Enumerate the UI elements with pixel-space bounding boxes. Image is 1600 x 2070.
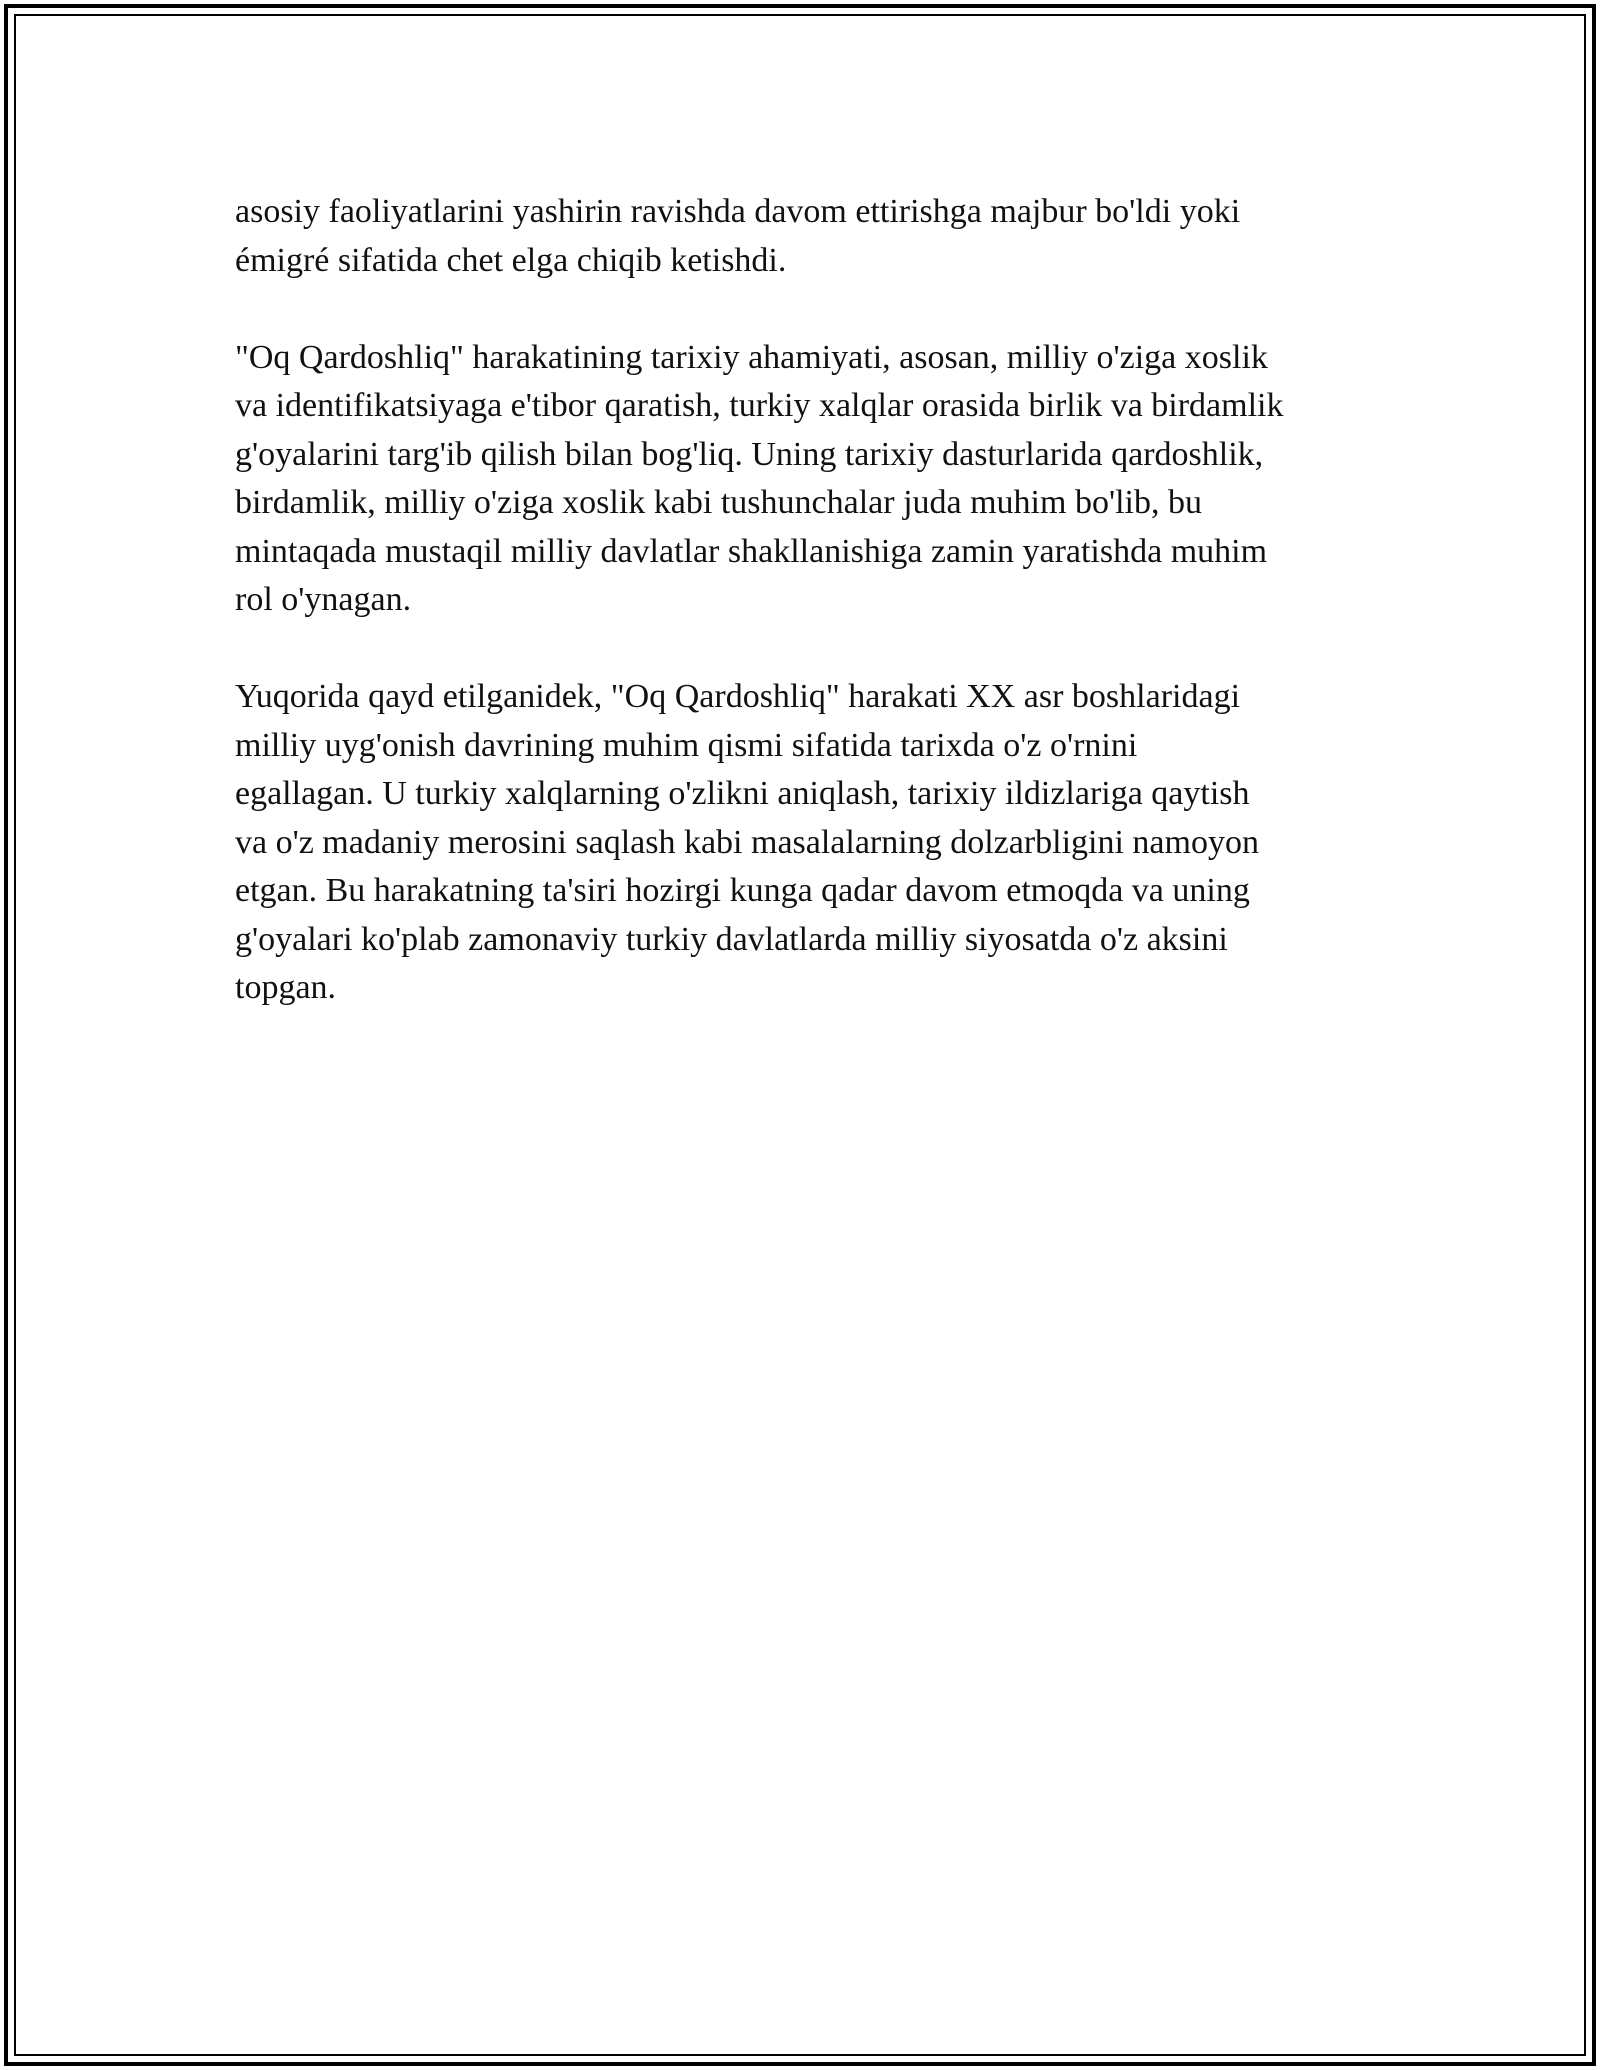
text-line: "Oq Qardoshliq" harakatining tarixiy ahamiyati, asosan, milliy o'ziga xoslik [235, 338, 1268, 376]
text-line: va o'z madaniy merosini saqlash kabi masalalarning dolzarbligini namoyon [235, 823, 1259, 861]
text-line: mintaqada mustaqil milliy davlatlar shakllanishiga zamin yaratishda muhim [235, 532, 1268, 570]
text-line: Yuqorida qayd etilganidek, "Oq Qardoshliq" harakati XX asr boshlaridagi [235, 678, 1241, 715]
text-line: etgan. Bu harakatning ta'siri hozirgi kunga qadar davom etmoqda va uning [235, 872, 1250, 909]
text-line: birdamlik, milliy o'ziga xoslik kabi tushunchalar juda muhim bo'lib, bu [235, 484, 1202, 521]
text-line: egallagan. U turkiy xalqlarning o'zlikni aniqlash, tarixiy ildizlariga qaytish [235, 775, 1250, 812]
document-body [235, 188, 1385, 1061]
text-line: émigré sifatida chet elga chiqib ketishdi. [235, 241, 787, 279]
text-line: rol o'ynagan. [235, 581, 412, 618]
paragraph-2 [235, 334, 1385, 625]
text-line: va identifikatsiyaga e'tibor qaratish, turkiy xalqlar orasida birlik va birdamlik [235, 387, 1284, 424]
paragraph-3 [235, 673, 1385, 1013]
text-line: g'oyalari ko'plab zamonaviy turkiy davlatlarda milliy siyosatda o'z aksini [235, 920, 1228, 958]
text-line: topgan. [235, 969, 337, 1006]
text-line: g'oyalarini targ'ib qilish bilan bog'liq. Uning tarixiy dasturlarida qardoshlik, [235, 435, 1264, 473]
text-line: milliy uyg'onish davrining muhim qismi sifatida tarixda o'z o'rnini [235, 726, 1138, 764]
paragraph-1 [235, 188, 1385, 285]
text-line: asosiy faoliyatlarini yashirin ravishda davom ettirishga majbur bo'ldi yoki [235, 193, 1241, 230]
